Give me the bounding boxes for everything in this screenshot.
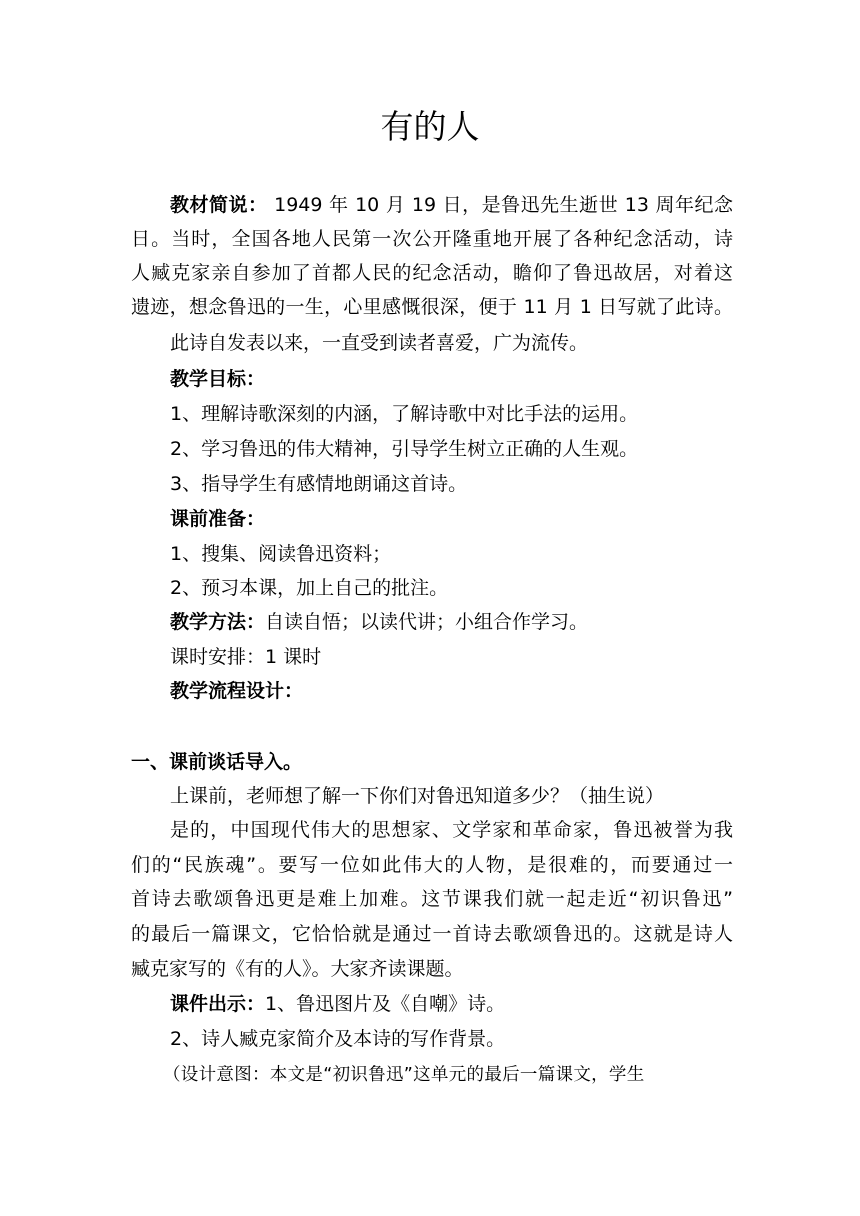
- flow-heading: 教学流程设计：: [170, 680, 304, 702]
- section1-heading: 一、课前谈话导入。: [131, 751, 303, 773]
- goal-item-1: 1、理解诗歌深刻的内涵，了解诗歌中对比手法的运用。: [170, 403, 639, 425]
- section1-paragraph-1: 上课前，老师想了解一下你们对鲁迅知道多少？（抽生说）: [170, 785, 665, 807]
- section1-p2-line-4: 的最后一篇课文，它恰恰就是通过一首诗去歌颂鲁迅的。这就是诗人: [131, 923, 733, 945]
- section1-p2-line-1: 是的，中国现代伟大的思想家、文学家和革命家，鲁迅被誉为我: [170, 819, 733, 841]
- intro-line-3: 人臧克家亲自参加了首都人民的纪念活动，瞻仰了鲁迅故居，对着这: [131, 262, 733, 284]
- intro-line-1: [170, 192, 733, 218]
- intro-line-4: 遗迹，想念鲁迅的一生，心里感慨很深，便于 11 月 1 日写就了此诗。: [131, 296, 733, 318]
- goal-item-3: 3、指导学生有感情地朗诵这首诗。: [170, 473, 468, 495]
- section1-p2-line-2: 们的“民族魂”。要写一位如此伟大的人物，是很难的，而要通过一: [131, 854, 733, 876]
- prep-item-1: 1、搜集、阅读鲁迅资料；: [170, 543, 392, 565]
- intro-label: 教材简说：: [170, 194, 268, 216]
- schedule-line: 课时安排：1 课时: [170, 646, 322, 668]
- courseware-text: 1、鲁迅图片及《自嘲》诗。: [265, 993, 506, 1015]
- method-line: [170, 609, 733, 635]
- courseware-label: 课件出示：: [170, 993, 266, 1015]
- goals-heading: 教学目标：: [170, 368, 266, 390]
- prep-item-2: 2、预习本课，加上自己的批注。: [170, 577, 449, 599]
- intro-line-5: 此诗自发表以来，一直受到读者喜爱，广为流传。: [170, 332, 589, 354]
- intro-text-1: 1949 年 10 月 19 日，是鲁迅先生逝世 13 周年纪念: [274, 194, 733, 216]
- courseware-item-2: 2、诗人臧克家简介及本诗的写作背景。: [170, 1028, 506, 1050]
- method-label: 教学方法：: [170, 611, 266, 633]
- design-note: （设计意图：本文是“初识鲁迅”这单元的最后一篇课文，学生: [163, 1065, 645, 1085]
- intro-line-2: 日。当时，全国各地人民第一次公开隆重地开展了各种纪念活动，诗: [131, 228, 733, 250]
- section1-p2-line-5: 臧克家写的《有的人》。大家齐读课题。: [131, 958, 464, 980]
- prep-heading: 课前准备：: [170, 508, 266, 530]
- document-title: 有的人: [380, 107, 480, 146]
- goal-item-2: 2、学习鲁迅的伟大精神，引导学生树立正确的人生观。: [170, 438, 639, 460]
- method-text: 自读自悟；以读代讲；小组合作学习。: [265, 611, 589, 633]
- courseware-line: [170, 991, 733, 1017]
- section1-p2-line-3: 首诗去歌颂鲁迅更是难上加难。这节课我们就一起走近“初识鲁迅”: [131, 888, 733, 910]
